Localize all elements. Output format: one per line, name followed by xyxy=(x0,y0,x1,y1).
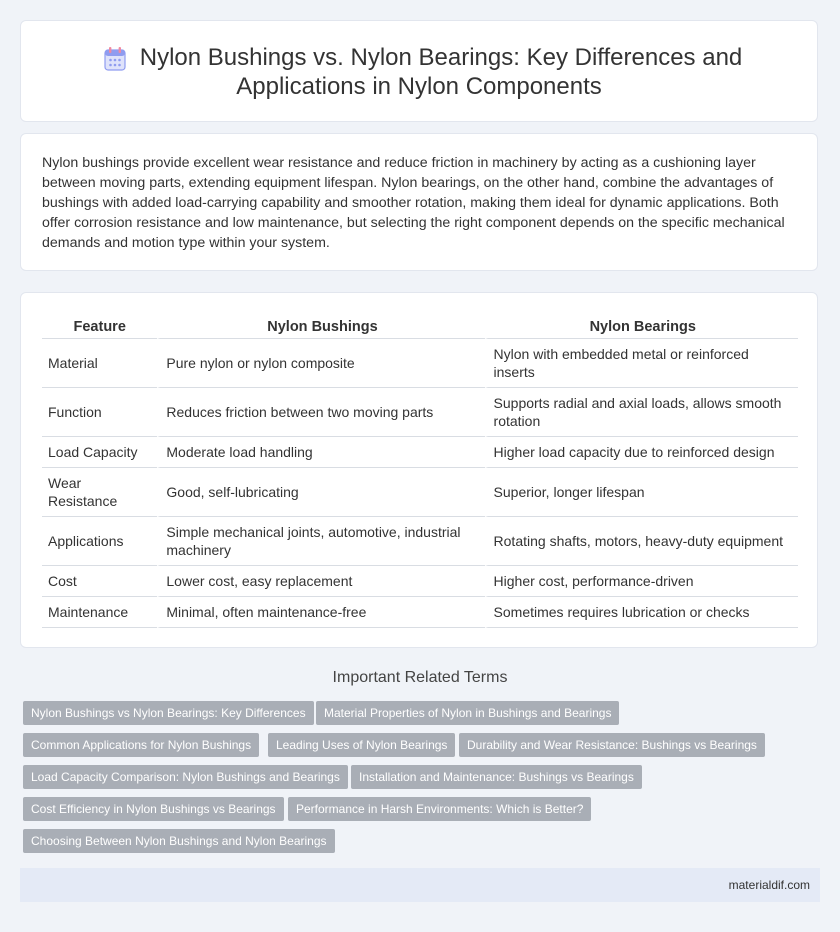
page-title-line1: Nylon Bushings vs. Nylon Bearings: Key Differences and xyxy=(139,44,743,71)
site-name[interactable]: materialdif.com xyxy=(728,878,810,892)
feature-cell: Function xyxy=(42,388,157,437)
bushings-cell: Reduces friction between two moving parts xyxy=(157,388,484,437)
page-title xyxy=(21,43,817,101)
related-tag[interactable]: Choosing Between Nylon Bushings and Nylon Bearings xyxy=(23,829,335,853)
bushings-cell: Lower cost, easy replacement xyxy=(157,566,484,597)
feature-cell: Cost xyxy=(42,566,157,597)
feature-cell: Material xyxy=(42,339,157,388)
bearings-cell: Rotating shafts, motors, heavy-duty equipment xyxy=(485,517,798,566)
table-row xyxy=(42,468,798,517)
bushings-cell: Moderate load handling xyxy=(157,437,484,468)
comparison-table xyxy=(42,315,798,628)
related-tag[interactable]: Material Properties of Nylon in Bushings and Bearings xyxy=(316,701,619,725)
bearings-cell: Higher cost, performance-driven xyxy=(485,566,798,597)
feature-cell: Wear Resistance xyxy=(42,468,157,517)
header-nylon-bushings: Nylon Bushings xyxy=(157,315,484,339)
comparison-card xyxy=(20,292,818,648)
related-tag[interactable]: Common Applications for Nylon Bushings xyxy=(23,733,259,757)
table-row xyxy=(42,437,798,468)
footer xyxy=(20,868,820,902)
table-row xyxy=(42,517,798,566)
bushings-cell: Simple mechanical joints, automotive, industrial machinery xyxy=(157,517,484,566)
page-title-line2: Applications in Nylon Components xyxy=(236,73,602,100)
bearings-cell: Supports radial and axial loads, allows smooth rotation xyxy=(485,388,798,437)
intro-paragraph: Nylon bushings provide excellent wear resistance and reduce friction in machinery by acting as a cushioning layer between moving parts, extending equipment lifespan. Nylon bearings, on the other hand, combine the advantages of bushings with added load-carrying capability and smoother rotation, making them ideal for dynamic applications. Both offer corrosion resistance and low maintenance, but selecting the right component depends on the specific mechanical demands and motion type within your system. xyxy=(42,155,785,251)
header-nylon-bearings: Nylon Bearings xyxy=(485,315,798,339)
related-tag[interactable]: Leading Uses of Nylon Bearings xyxy=(268,733,455,757)
feature-cell: Load Capacity xyxy=(42,437,157,468)
bearings-cell: Sometimes requires lubrication or checks xyxy=(485,597,798,628)
related-tag[interactable]: Performance in Harsh Environments: Which is Better? xyxy=(288,797,591,821)
table-row xyxy=(42,339,798,388)
table-row xyxy=(42,597,798,628)
table-row xyxy=(42,566,798,597)
related-tag[interactable]: Durability and Wear Resistance: Bushings vs Bearings xyxy=(459,733,765,757)
related-tag[interactable]: Nylon Bushings vs Nylon Bearings: Key Differences xyxy=(23,701,314,725)
bushings-cell: Good, self-lubricating xyxy=(157,468,484,517)
related-tag[interactable]: Installation and Maintenance: Bushings vs Bearings xyxy=(351,765,642,789)
intro-card xyxy=(20,133,818,271)
bearings-cell: Superior, longer lifespan xyxy=(485,468,798,517)
table-header-row xyxy=(42,315,798,339)
bushings-cell: Pure nylon or nylon composite xyxy=(157,339,484,388)
feature-cell: Applications xyxy=(42,517,157,566)
feature-cell: Maintenance xyxy=(42,597,157,628)
bushings-cell: Minimal, often maintenance-free xyxy=(157,597,484,628)
bearings-cell: Nylon with embedded metal or reinforced inserts xyxy=(485,339,798,388)
header-feature: Feature xyxy=(42,315,157,339)
title-card xyxy=(20,20,818,122)
related-tag[interactable]: Load Capacity Comparison: Nylon Bushings and Bearings xyxy=(23,765,348,789)
related-tag[interactable]: Cost Efficiency in Nylon Bushings vs Bearings xyxy=(23,797,284,821)
bearings-cell: Higher load capacity due to reinforced design xyxy=(485,437,798,468)
table-row xyxy=(42,388,798,437)
related-terms-heading: Important Related Terms xyxy=(332,669,508,686)
